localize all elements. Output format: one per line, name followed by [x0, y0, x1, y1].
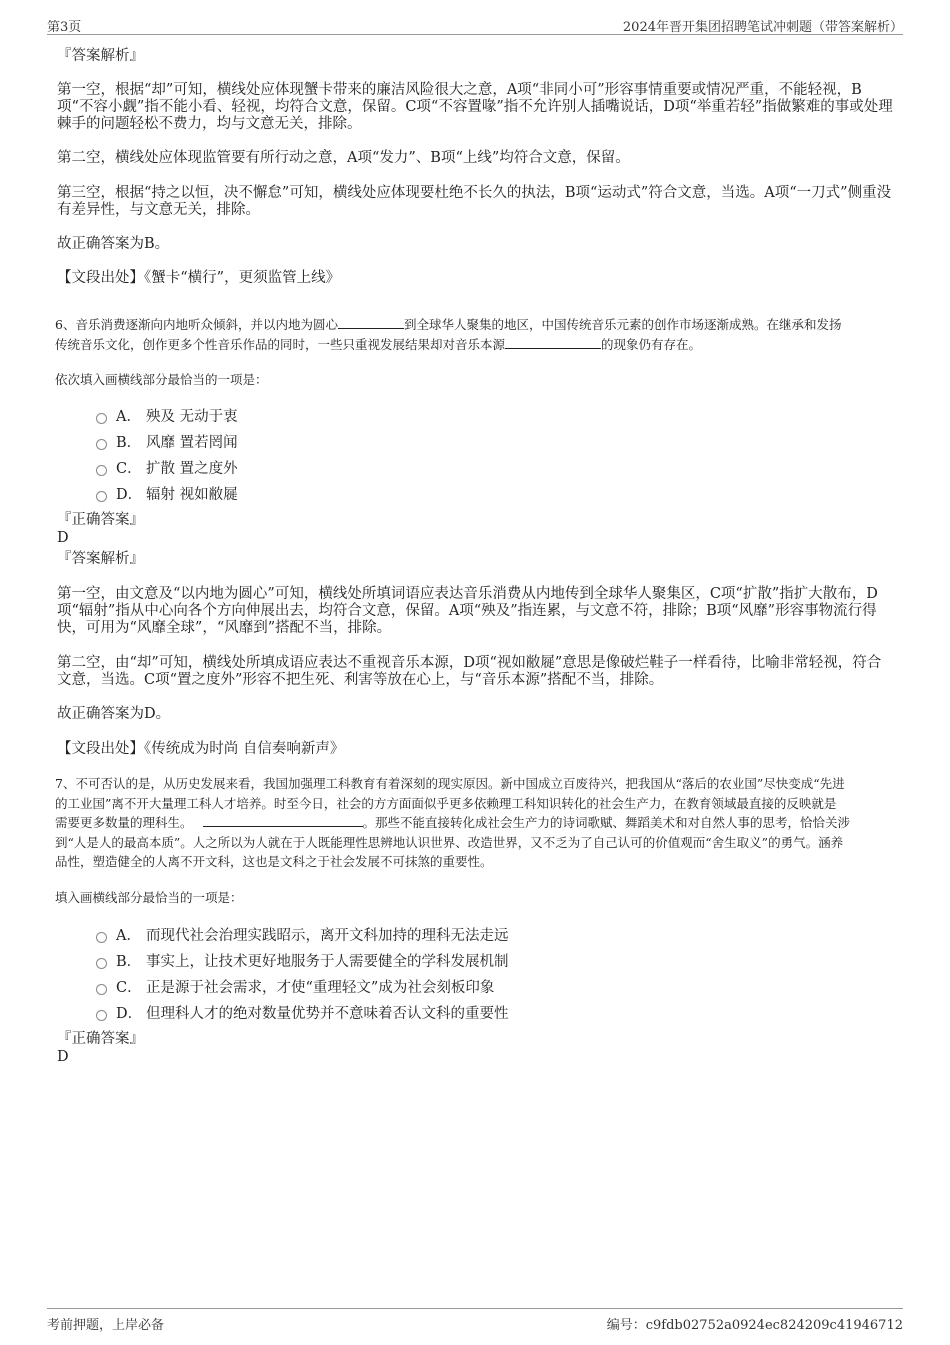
- q6-stem-part-d: 的现象仍有存在。: [601, 336, 702, 352]
- q6-conclusion: 故正确答案为D。: [57, 706, 171, 722]
- q6-stem-part-a: 6、音乐消费逐渐向内地听众倾斜，并以内地为圆心: [55, 317, 338, 332]
- q7-stem-line-1: 7、不可否认的是，从历史发展来看，我国加强理工科教育有着深刻的现实原因。新中国成立百废待兴，把我国从“落后的农业国”尽快变成“先进: [55, 776, 845, 791]
- radio-icon[interactable]: [96, 984, 107, 995]
- q5-analysis-p3: 第三空，根据“持之以恒，决不懈怠”可知，横线处应体现要杜绝不长久的执法，B项“运动式”符合文意，当选。A项“一刀式”侧重没有差异性，与文意无关，排除。: [57, 185, 892, 218]
- q7-blank: [203, 813, 363, 827]
- q7-option-c[interactable]: C． 正是源于社会需求，才使“重理轻文”成为社会刻板印象: [96, 973, 509, 999]
- radio-icon[interactable]: [96, 413, 107, 424]
- radio-icon[interactable]: [96, 491, 107, 502]
- q7-answer: D: [57, 1049, 69, 1065]
- q7-option-b[interactable]: B． 事实上，让技术更好地服务于人需要健全的学科发展机制: [96, 947, 509, 973]
- radio-icon[interactable]: [96, 932, 107, 943]
- q6-option-c[interactable]: C． 扩散 置之度外: [96, 454, 238, 480]
- q7-options: [96, 921, 509, 1025]
- q5-analysis-label: 『答案解析』: [57, 48, 144, 64]
- q6-stem: [55, 315, 897, 354]
- radio-icon[interactable]: [96, 1010, 107, 1021]
- q7-answer-label: 『正确答案』: [57, 1031, 144, 1047]
- q6-analysis-p2: 第二空，由“却”可知，横线处所填成语应表达不重视音乐本源，D项“视如敝屣”意思是像破烂鞋子一样看待，比喻非常轻视，符合文意，当选。C项“置之度外”形容不把生死、利害等放在心上，与“音乐本源”搭配不当，排除。: [57, 655, 882, 688]
- footer-slogan: 考前押题，上岸必备: [47, 1318, 165, 1333]
- radio-icon[interactable]: [96, 465, 107, 476]
- q5-source: 【文段出处】《蟹卡“横行”，更须监管上线》: [57, 270, 341, 286]
- q6-option-d[interactable]: D． 辐射 视如敝屣: [96, 480, 238, 506]
- q6-analysis-label: 『答案解析』: [57, 551, 144, 567]
- q5-analysis-p1: 第一空，根据“却”可知，横线处应体现蟹卡带来的廉洁风险很大之意，A项“非同小可”形容事情重要或情况严重，不能轻视，B项“不容小觑”指不能小看、轻视，均符合文意，保留。C项“不容置喙”指不允许别人插嘴说话，D项“举重若轻”指做繁难的事或处理棘手的问题轻松不费力，均与文意无关，排除。: [57, 82, 893, 132]
- q6-blank-1: [338, 315, 404, 329]
- q6-options: [96, 402, 238, 506]
- document-title: 2024年晋开集团招聘笔试冲刺题（带答案解析）: [622, 20, 903, 35]
- q7-stem: [55, 774, 897, 872]
- q7-option-d[interactable]: D． 但理科人才的绝对数量优势并不意味着否认文科的重要性: [96, 999, 509, 1025]
- q7-option-a[interactable]: A． 而现代社会治理实践昭示，离开文科加持的理科无法走远: [96, 921, 509, 947]
- radio-icon[interactable]: [96, 958, 107, 969]
- page-number: 第3页: [47, 20, 82, 35]
- page-footer: [47, 1308, 903, 1331]
- q5-analysis-p2: 第二空，横线处应体现监管要有所行动之意，A项“发力”、B项“上线”均符合文意，保留。: [57, 150, 630, 166]
- q6-answer: D: [57, 530, 69, 546]
- q7-stem-line-2: 的工业国”离不开大量理工科人才培养。时至今日，社会的方方面面似乎更多依赖理工科知识转化的社会生产力，在教育领域最直接的反映就是: [55, 795, 837, 811]
- footer-serial: 编号：c9fdb02752a0924ec824209c41946712: [606, 1318, 903, 1333]
- q6-stem-part-c: 传统音乐文化，创作更多个性音乐作品的同时，一些只重视发展结果却对音乐本源: [55, 336, 506, 352]
- radio-icon[interactable]: [96, 439, 107, 450]
- q7-prompt: 填入画横线部分最恰当的一项是：: [55, 890, 243, 905]
- page-header: [47, 14, 903, 35]
- q7-stem-line-5: 品性，塑造健全的人离不开文科，这也是文科之于社会发展不可抹煞的重要性。: [55, 854, 493, 869]
- q7-stem-line-4: 到“人是人的最高本质”。人之所以为人就在于人既能理性思辨地认识世界、改造世界，又不乏为了自己认可的价值观而“舍生取义”的勇气。涵养: [55, 834, 844, 850]
- q6-option-a[interactable]: A． 殃及 无动于衷: [96, 402, 238, 428]
- q6-answer-label: 『正确答案』: [57, 512, 144, 528]
- q6-prompt: 依次填入画横线部分最恰当的一项是：: [55, 372, 268, 387]
- q7-stem-part-d: 。那些不能直接转化成社会生产力的诗词歌赋、舞蹈美术和对自然人事的思考，恰恰关涉: [362, 815, 851, 830]
- q7-stem-part-c: 需要更多数量的理科生。: [55, 815, 193, 830]
- q6-source: 【文段出处】《传统成为时尚 自信奏响新声》: [57, 741, 345, 757]
- q6-analysis-p1: 第一空，由文意及“以内地为圆心”可知，横线处所填词语应表达音乐消费从内地传到全球华人聚集区，C项“扩散”指扩大散布，D项“辐射”指从中心向各个方向伸展出去，均符合文意，保留。A项“殃及”指连累，与文意不符，排除；B项“风靡”形容事物流行得快，可用为“风靡全球”，“风靡到”搭配不当，排除。: [57, 586, 878, 636]
- q6-blank-2: [505, 335, 601, 349]
- q6-option-b[interactable]: B． 风靡 置若罔闻: [96, 428, 238, 454]
- q6-stem-part-b: 到全球华人聚集的地区，中国传统音乐元素的创作市场逐渐成熟。在继承和发扬: [403, 317, 842, 332]
- q5-conclusion: 故正确答案为B。: [57, 236, 170, 252]
